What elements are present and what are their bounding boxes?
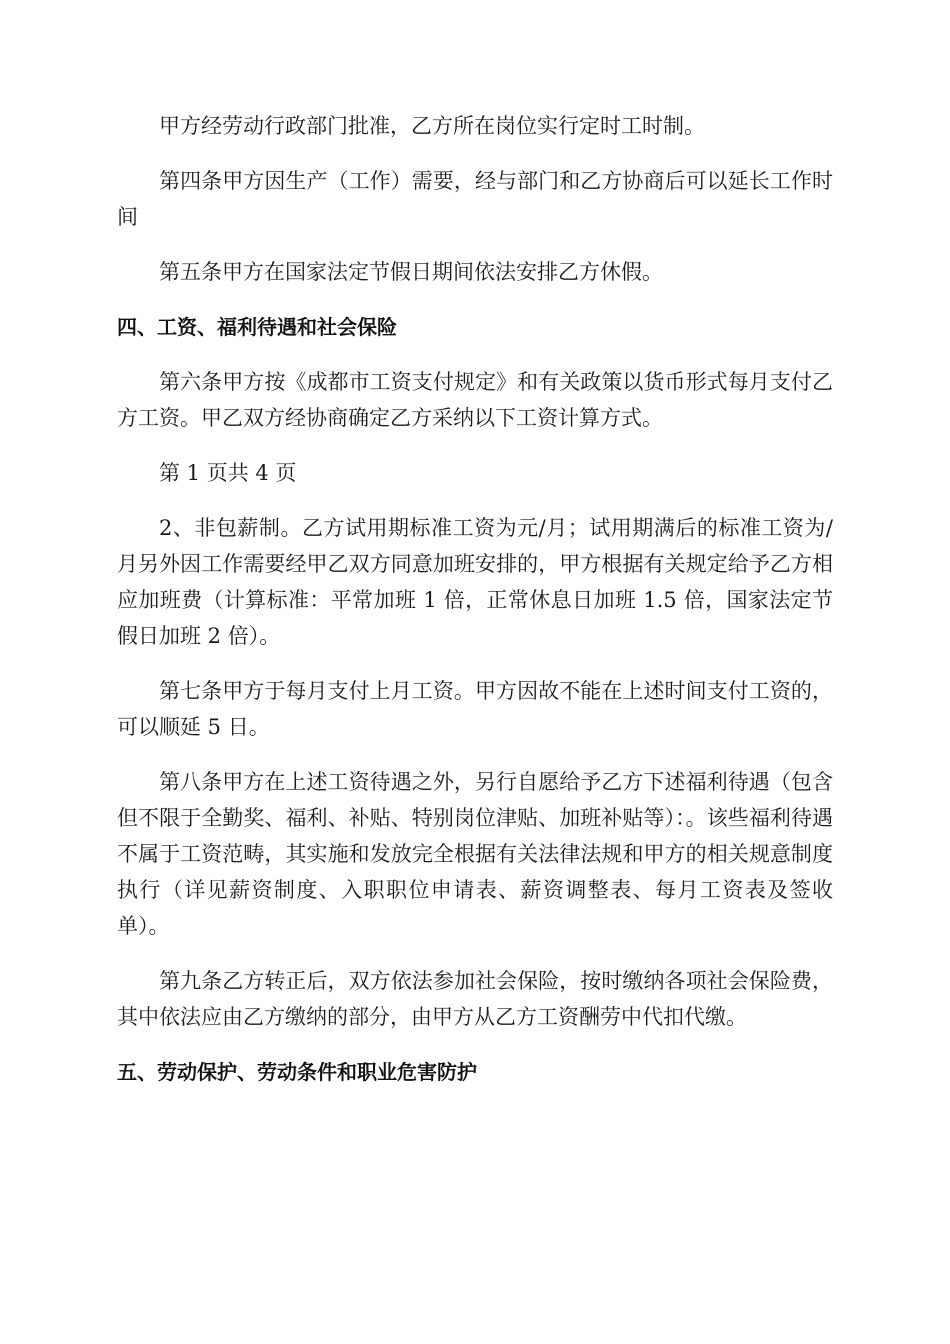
document-body <box>117 108 833 1109</box>
paragraph-article-7: 第七条甲方于每月支付上月工资。甲方因故不能在上述时间支付工资的，可以顺延 5 日。 <box>117 679 833 739</box>
paragraph-article-9: 第九条乙方转正后，双方依法参加社会保险，按时缴纳各项社会保险费，其中依法应由乙方缴纳的部分，由甲方从乙方工资酬劳中代扣代缴。 <box>117 969 833 1029</box>
page-number-note: 第 1 页共 4 页 <box>159 461 297 485</box>
paragraph-article-4: 第四条甲方因生产（工作）需要，经与部门和乙方协商后可以延长工作时间 <box>117 169 833 229</box>
section-heading-labor-protection: 五、劳动保护、劳动条件和职业危害防护 <box>117 1060 477 1084</box>
paragraph-salary-scheme: 2、非包薪制。乙方试用期标准工资为元/月；试用期满后的标准工资为/月另外因工作需要经甲乙双方同意加班安排的，甲方根据有关规定给予乙方相应加班费（计算标准：平常加班 1 倍，正常休息日加班 1.5 倍，国家法定节假日加班 2 倍）。 <box>117 516 833 648</box>
paragraph-article-6: 第六条甲方按《成都市工资支付规定》和有关政策以货币形式每月支付乙方工资。甲乙双方经协商确定乙方采纳以下工资计算方式。 <box>117 370 833 430</box>
section-heading-wages: 四、工资、福利待遇和社会保险 <box>117 315 397 339</box>
paragraph-working-hours: 甲方经劳动行政部门批准，乙方所在岗位实行定时工时制。 <box>159 114 705 138</box>
paragraph-article-5: 第五条甲方在国家法定节假日期间依法安排乙方休假。 <box>159 260 663 284</box>
paragraph-article-8: 第八条甲方在上述工资待遇之外，另行自愿给予乙方下述福利待遇（包含但不限于全勤奖、福利、补贴、特别岗位津贴、加班补贴等）：。该些福利待遇不属于工资范畴，其实施和发放完全根据有关法律法规和甲方的相关规意制度执行（详见薪资制度、入职职位申请表、薪资调整表、每月工资表及签收单）。 <box>117 770 833 938</box>
